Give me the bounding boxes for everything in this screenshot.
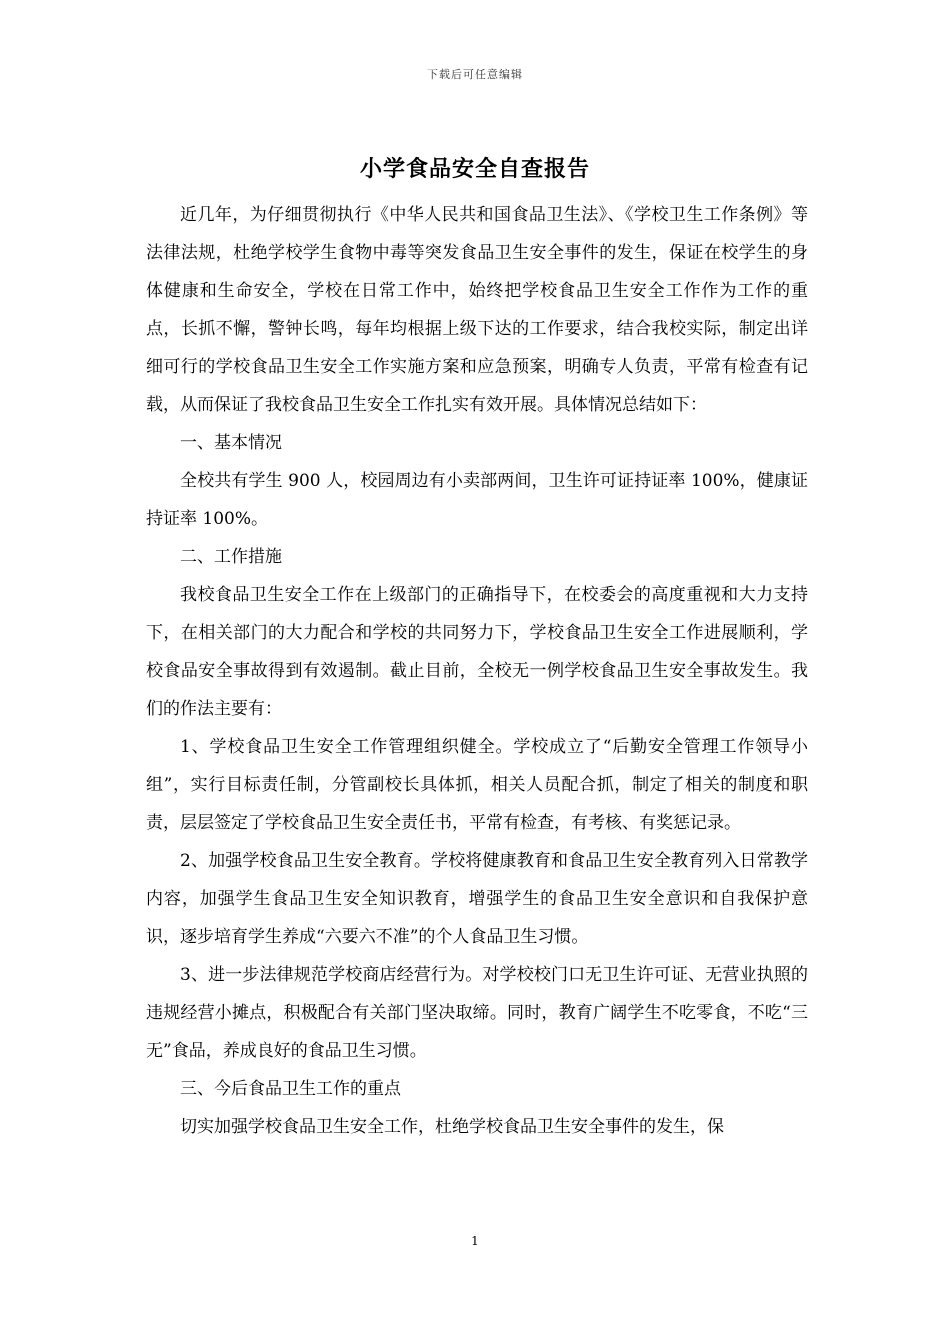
measure-3-paragraph: 3、进一步法律规范学校商店经营行为。对学校校门口无卫生许可证、无营业执照的违规经营小摊点，积极配合有关部门坚决取缔。同时，教育广阔学生不吃零食，不吃“三无”食品，养成良好的食品卫生习惯。 xyxy=(146,965,808,1061)
future-focus-paragraph: 切实加强学校食品卫生安全工作，杜绝学校食品卫生安全事件的发生，保 xyxy=(180,1117,724,1137)
document-body xyxy=(146,196,808,1146)
header-note: 下载后可任意编辑 xyxy=(427,68,523,81)
section-heading-basic-situation: 一、基本情况 xyxy=(180,433,282,453)
work-measures-paragraph: 我校食品卫生安全工作在上级部门的正确指导下，在校委会的高度重视和大力支持下，在相关部门的大力配合和学校的共同努力下，学校食品卫生安全工作进展顺利，学校食品安全事故得到有效遏制。截止目前，全校无一例学校食品卫生安全事故发生。我们的作法主要有： xyxy=(146,585,808,719)
measure-2-paragraph: 2、加强学校食品卫生安全教育。学校将健康教育和食品卫生安全教育列入日常教学内容，加强学生食品卫生安全知识教育，增强学生的食品卫生安全意识和自我保护意识，逐步培育学生养成“六要六不准”的个人食品卫生习惯。 xyxy=(146,851,808,947)
basic-situation-paragraph: 全校共有学生 900 人，校园周边有小卖部两间，卫生许可证持证率 100%，健康证持证率 100%。 xyxy=(146,471,808,529)
measure-1-paragraph: 1、学校食品卫生安全工作管理组织健全。学校成立了“后勤安全管理工作领导小组”，实行目标责任制，分管副校长具体抓，相关人员配合抓，制定了相关的制度和职责，层层签定了学校食品卫生安全责任书，平常有检查，有考核、有奖惩记录。 xyxy=(146,737,808,833)
document-title: 小学食品安全自查报告 xyxy=(359,156,590,182)
page-number: 1 xyxy=(471,1234,479,1248)
section-heading-work-measures: 二、工作措施 xyxy=(180,547,282,567)
intro-paragraph: 近几年，为仔细贯彻执行《中华人民共和国食品卫生法》、《学校卫生工作条例》等法律法规，杜绝学校学生食物中毒等突发食品卫生安全事件的发生，保证在校学生的身体健康和生命安全，学校在日常工作中，始终把学校食品卫生安全工作作为工作的重点，长抓不懈，警钟长鸣，每年均根据上级下达的工作要求，结合我校实际，制定出详细可行的学校食品卫生安全工作实施方案和应急预案，明确专人负责，平常有检查有记载，从而保证了我校食品卫生安全工作扎实有效开展。具体情况总结如下： xyxy=(146,205,808,415)
section-heading-future-focus: 三、今后食品卫生工作的重点 xyxy=(180,1079,401,1099)
